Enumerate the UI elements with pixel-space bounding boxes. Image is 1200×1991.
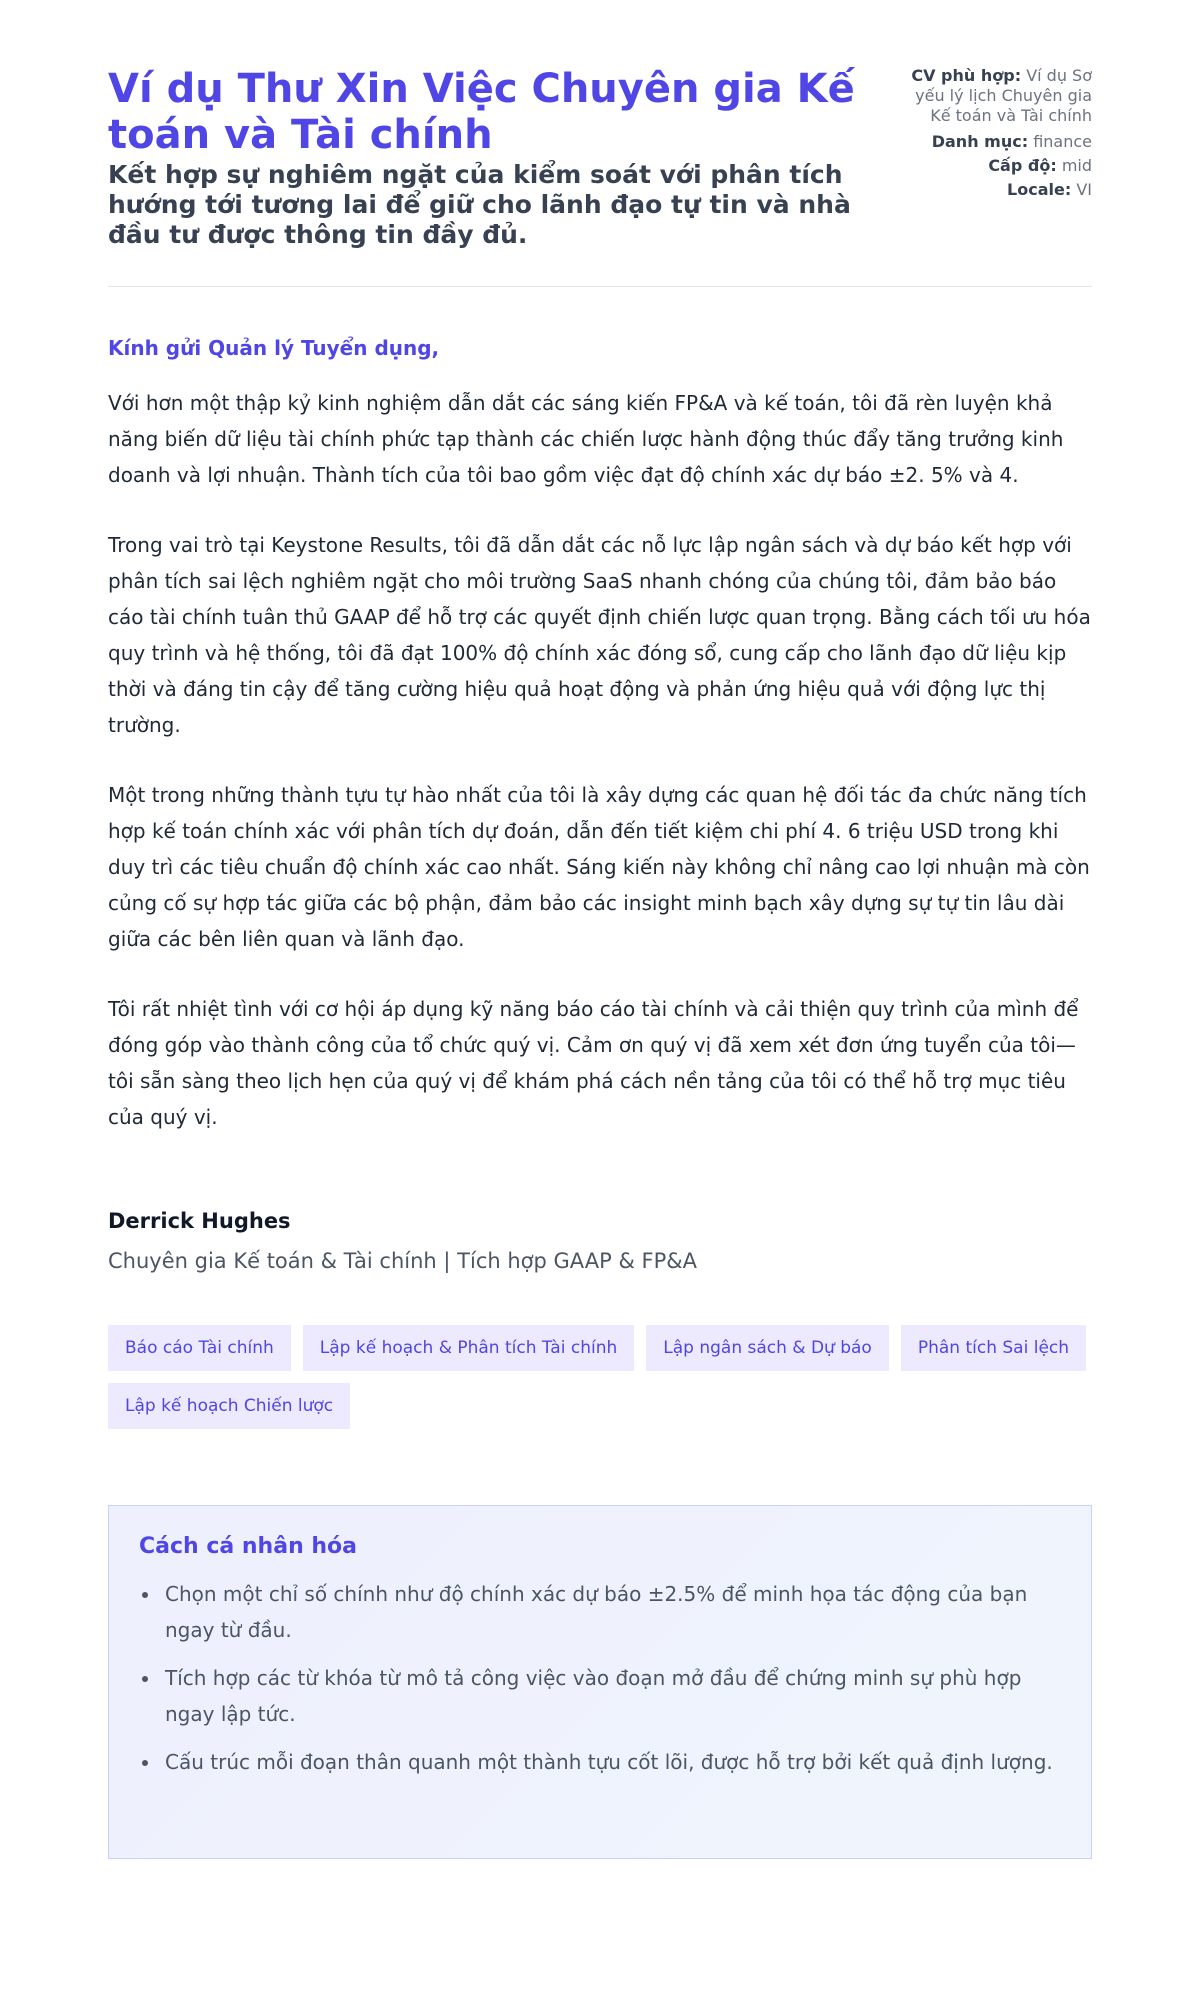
meta-locale <box>892 180 1092 200</box>
page-header <box>108 0 1092 287</box>
letter-paragraph: Tôi rất nhiệt tình với cơ hội áp dụng kỹ năng báo cáo tài chính và cải thiện quy trình của mình để đóng góp vào thành công của tổ chức quý vị. Cảm ơn quý vị đã xem xét đơn ứng tuyển của tôi—tôi sẵn sàng theo lịch hẹn của quý vị để khám phá cách nền tảng của tôi có thể hỗ trợ mục tiêu của quý vị. <box>108 997 1079 1129</box>
meta-cv <box>892 66 1092 126</box>
meta-level-label: Cấp độ: <box>988 156 1057 175</box>
meta-level <box>892 156 1092 176</box>
meta-cv-label: CV phù hợp: <box>911 66 1022 85</box>
tip-item: Tích hợp các từ khóa từ mô tả công việc vào đoạn mở đầu để chứng minh sự phù hợp ngay lập tức. <box>139 1660 1061 1732</box>
signature-title: Chuyên gia Kế toán & Tài chính | Tích hợp GAAP & FP&A <box>108 1249 697 1273</box>
meta-category-label: Danh mục: <box>931 132 1029 151</box>
tips-title: Cách cá nhân hóa <box>139 1534 358 1559</box>
skill-tag: Phân tích Sai lệch <box>901 1325 1086 1371</box>
letter-salutation: Kính gửi Quản lý Tuyển dụng, <box>108 336 440 360</box>
page-title: Ví dụ Thư Xin Việc Chuyên gia Kế toán và Tài chính <box>108 66 855 158</box>
skill-tag: Lập kế hoạch & Phân tích Tài chính <box>303 1325 634 1371</box>
meta-level-value: mid <box>1061 156 1092 175</box>
meta-panel <box>892 66 1092 204</box>
tip-item: Cấu trúc mỗi đoạn thân quanh một thành tựu cốt lõi, được hỗ trợ bởi kết quả định lượng. <box>139 1744 1061 1780</box>
letter-paragraph: Một trong những thành tựu tự hào nhất của tôi là xây dựng các quan hệ đối tác đa chức năng tích hợp kế toán chính xác với phân tích dự đoán, dẫn đến tiết kiệm chi phí 4. 6 triệu USD trong khi duy trì các tiêu chuẩn độ chính xác cao nhất. Sáng kiến này không chỉ nâng cao lợi nhuận mà còn củng cố sự hợp tác giữa các bộ phận, đảm bảo các insight minh bạch xây dựng sự tự tin lâu dài giữa các bên liên quan và lãnh đạo. <box>108 783 1090 951</box>
meta-category <box>892 132 1092 152</box>
personalization-tips-box <box>108 1505 1092 1859</box>
meta-locale-value: VI <box>1076 180 1092 199</box>
skill-tag: Lập ngân sách & Dự báo <box>646 1325 889 1371</box>
meta-locale-label: Locale: <box>1007 180 1072 199</box>
skill-tag: Báo cáo Tài chính <box>108 1325 291 1371</box>
tips-list <box>139 1576 1061 1780</box>
skill-tags <box>108 1325 1092 1429</box>
letter-paragraph: Trong vai trò tại Keystone Results, tôi đã dẫn dắt các nỗ lực lập ngân sách và dự báo kết hợp với phân tích sai lệch nghiêm ngặt cho môi trường SaaS nhanh chóng của chúng tôi, đảm bảo báo cáo tài chính tuân thủ GAAP để hỗ trợ các quyết định chiến lược quan trọng. Bằng cách tối ưu hóa quy trình và hệ thống, tôi đã đạt 100% độ chính xác đóng sổ, cung cấp cho lãnh đạo dữ liệu kịp thời và đáng tin cậy để tăng cường hiệu quả hoạt động và phản ứng hiệu quả với động lực thị trường. <box>108 533 1091 737</box>
meta-category-value: finance <box>1033 132 1092 151</box>
tip-item: Chọn một chỉ số chính như độ chính xác dự báo ±2.5% để minh họa tác động của bạn ngay từ đầu. <box>139 1576 1061 1648</box>
page-subtitle: Kết hợp sự nghiêm ngặt của kiểm soát với phân tích hướng tới tương lai để giữ cho lãnh đạo tự tin và nhà đầu tư được thông tin đầy đủ. <box>108 160 851 249</box>
skill-tag: Lập kế hoạch Chiến lược <box>108 1383 350 1429</box>
meta-cv-value: Ví dụ Sơ yếu lý lịch Chuyên gia Kế toán và Tài chính <box>915 66 1092 125</box>
letter-paragraph: Với hơn một thập kỷ kinh nghiệm dẫn dắt các sáng kiến FP&A và kế toán, tôi đã rèn luyện khả năng biến dữ liệu tài chính phức tạp thành các chiến lược hành động thúc đẩy tăng trưởng kinh doanh và lợi nhuận. Thành tích của tôi bao gồm việc đạt độ chính xác dự báo ±2. 5% và 4. <box>108 391 1064 487</box>
signature-name: Derrick Hughes <box>108 1209 291 1233</box>
